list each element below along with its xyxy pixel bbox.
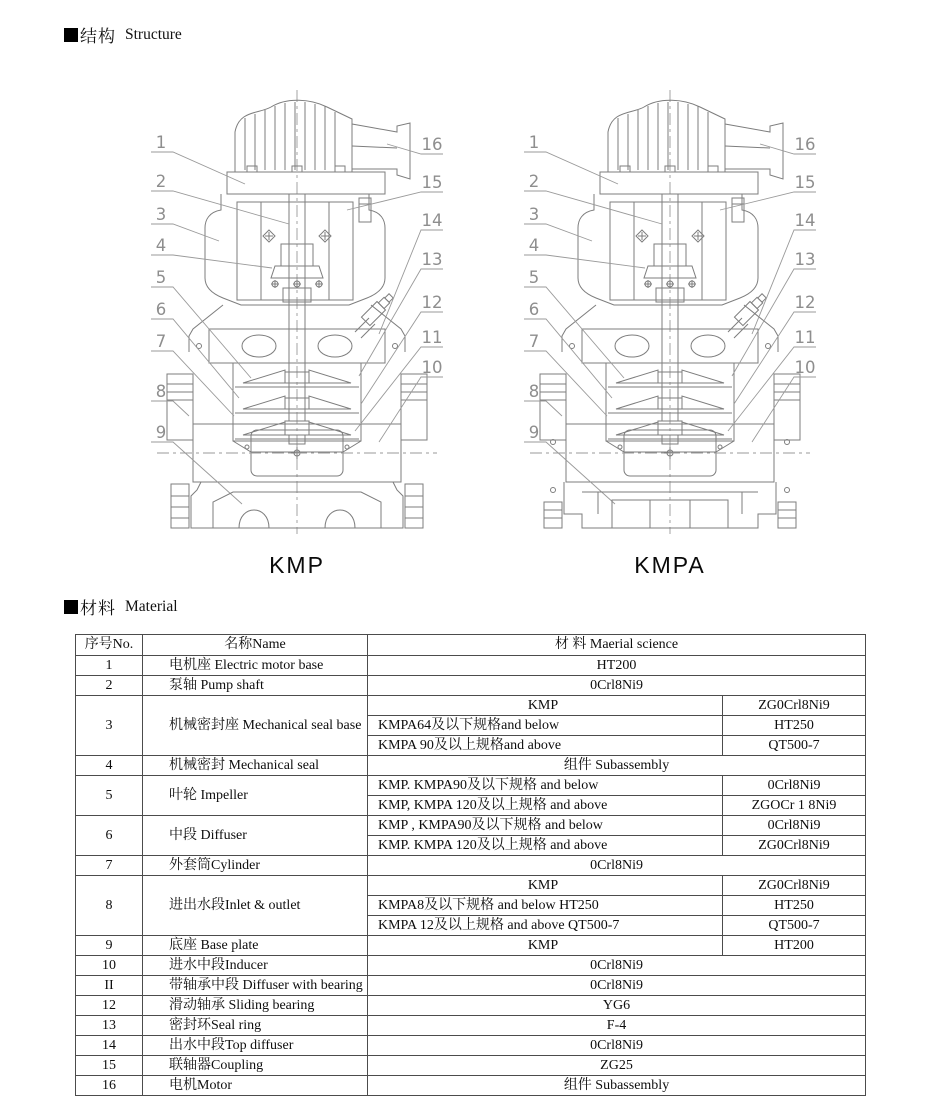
callout-7: 7: [155, 332, 167, 351]
callout-8: 8: [155, 382, 167, 401]
cell-material: HT250: [723, 896, 866, 916]
section-marker-square: [64, 600, 78, 614]
callout-5: 5: [528, 268, 540, 287]
cell-name: 电机Motor: [143, 1076, 368, 1096]
cell-no: 15: [76, 1056, 143, 1076]
cell-material: 0Crl8Ni9: [368, 956, 866, 976]
cell-material: HT200: [723, 936, 866, 956]
callout-5: 5: [155, 268, 167, 287]
cell-material: F-4: [368, 1016, 866, 1036]
cell-material: ZG0Crl8Ni9: [723, 876, 866, 896]
cell-material: 0Crl8Ni9: [368, 676, 866, 696]
header-no: 序号No.: [76, 635, 143, 656]
header-name: 名称Name: [143, 635, 368, 656]
callout-1: 1: [155, 133, 167, 152]
table-row: [76, 676, 866, 696]
cell-material: 0Crl8Ni9: [723, 816, 866, 836]
cell-material: HT200: [368, 656, 866, 676]
header-material: 材 料 Maerial science: [368, 635, 866, 656]
callout-2: 2: [155, 172, 167, 191]
cell-material: ZG25: [368, 1056, 866, 1076]
table-row: [76, 856, 866, 876]
cell-name: 中段 Diffuser: [143, 816, 368, 856]
cell-spec: KMP: [368, 936, 723, 956]
cell-name: 泵轴 Pump shaft: [143, 676, 368, 696]
callout-15: 15: [794, 173, 816, 192]
cell-no: 8: [76, 876, 143, 936]
cell-name: 滑动轴承 Sliding bearing: [143, 996, 368, 1016]
table-row: [76, 1056, 866, 1076]
cell-no: 5: [76, 776, 143, 816]
cell-material: ZG0Crl8Ni9: [723, 836, 866, 856]
cell-no: 14: [76, 1036, 143, 1056]
cell-spec: KMPA 12及以上规格 and above QT500-7: [368, 916, 723, 936]
cell-name: 带轴承中段 Diffuser with bearing: [143, 976, 368, 996]
cell-name: 底座 Base plate: [143, 936, 368, 956]
callout-8: 8: [528, 382, 540, 401]
cell-spec: KMPA8及以下规格 and below HT250: [368, 896, 723, 916]
table-row: [76, 776, 866, 796]
cell-no: 7: [76, 856, 143, 876]
table-row: [76, 976, 866, 996]
table-row: [76, 656, 866, 676]
cell-spec: KMPA 90及以上规格and above: [368, 736, 723, 756]
callout-4: 4: [155, 236, 167, 255]
cell-spec: KMP: [368, 696, 723, 716]
cell-name: 联轴器Coupling: [143, 1056, 368, 1076]
callout-12: 12: [794, 293, 816, 312]
table-row: [76, 816, 866, 836]
cell-no: 12: [76, 996, 143, 1016]
cell-material: 0Crl8Ni9: [368, 1036, 866, 1056]
cell-spec: KMPA64及以下规格and below: [368, 716, 723, 736]
cell-no: 2: [76, 676, 143, 696]
callout-16: 16: [794, 135, 816, 154]
structure-title-cn: 结构: [80, 27, 116, 46]
cell-material: HT250: [723, 716, 866, 736]
cell-no: 16: [76, 1076, 143, 1096]
table-row: [76, 1076, 866, 1096]
callout-4: 4: [528, 236, 540, 255]
callout-7: 7: [528, 332, 540, 351]
material-table: [75, 634, 866, 1096]
callout-11: 11: [794, 328, 816, 347]
structure-section-header: [64, 22, 182, 47]
cell-no: II: [76, 976, 143, 996]
kmpa-diagram: [520, 86, 820, 579]
cell-name: 机械密封座 Mechanical seal base: [143, 696, 368, 756]
cell-spec: KMP, KMPA 120及以上规格 and above: [368, 796, 723, 816]
cell-material: ZGOCr 1 8Ni9: [723, 796, 866, 816]
cell-no: 6: [76, 816, 143, 856]
callout-10: 10: [421, 358, 443, 377]
cell-material: 0Crl8Ni9: [723, 776, 866, 796]
callout-12: 12: [421, 293, 443, 312]
cell-name: 进水中段Inducer: [143, 956, 368, 976]
cell-name: 密封环Seal ring: [143, 1016, 368, 1036]
cell-no: 9: [76, 936, 143, 956]
cell-name: 电机座 Electric motor base: [143, 656, 368, 676]
callout-3: 3: [155, 205, 167, 224]
table-row: [76, 996, 866, 1016]
kmpa-label: KMPA: [634, 552, 706, 578]
kmp-diagram: [147, 86, 447, 579]
cell-no: 3: [76, 696, 143, 756]
callout-6: 6: [155, 300, 167, 319]
table-row: [76, 696, 866, 716]
kmp-drawing: [147, 86, 447, 538]
table-row: [76, 876, 866, 896]
table-row: [76, 756, 866, 776]
structure-title-en: Structure: [125, 25, 182, 43]
table-row: [76, 1036, 866, 1056]
cell-material: 组件 Subassembly: [368, 1076, 866, 1096]
cell-name: 叶轮 Impeller: [143, 776, 368, 816]
cell-spec: KMP: [368, 876, 723, 896]
cell-no: 10: [76, 956, 143, 976]
table-row: [76, 1016, 866, 1036]
cell-spec: KMP , KMPA90及以下规格 and below: [368, 816, 723, 836]
material-title-en: Material: [125, 597, 178, 615]
callout-13: 13: [794, 250, 816, 269]
callout-14: 14: [794, 211, 816, 230]
callout-2: 2: [528, 172, 540, 191]
cell-no: 1: [76, 656, 143, 676]
material-title-cn: 材料: [80, 599, 116, 618]
cell-spec: KMP. KMPA 120及以上规格 and above: [368, 836, 723, 856]
cell-spec: KMP. KMPA90及以下规格 and below: [368, 776, 723, 796]
callout-6: 6: [528, 300, 540, 319]
cell-name: 出水中段Top diffuser: [143, 1036, 368, 1056]
callout-10: 10: [794, 358, 816, 377]
material-section-header: [64, 594, 178, 619]
callout-16: 16: [421, 135, 443, 154]
callout-9: 9: [155, 423, 167, 442]
table-row: [76, 936, 866, 956]
cell-no: 13: [76, 1016, 143, 1036]
cell-material: QT500-7: [723, 916, 866, 936]
cell-material: YG6: [368, 996, 866, 1016]
callout-11: 11: [421, 328, 443, 347]
cell-material: 组件 Subassembly: [368, 756, 866, 776]
callout-14: 14: [421, 211, 443, 230]
cell-material: QT500-7: [723, 736, 866, 756]
cell-material: ZG0Crl8Ni9: [723, 696, 866, 716]
cell-name: 机械密封 Mechanical seal: [143, 756, 368, 776]
section-marker-square: [64, 28, 78, 42]
callout-15: 15: [421, 173, 443, 192]
callout-9: 9: [528, 423, 540, 442]
cell-material: 0Crl8Ni9: [368, 856, 866, 876]
kmpa-drawing: [520, 86, 820, 538]
callout-1: 1: [528, 133, 540, 152]
table-header-row: [76, 635, 866, 656]
callout-13: 13: [421, 250, 443, 269]
cell-name: 外套筒Cylinder: [143, 856, 368, 876]
kmp-label: KMP: [269, 552, 325, 578]
table-row: [76, 956, 866, 976]
cell-material: 0Crl8Ni9: [368, 976, 866, 996]
callout-3: 3: [528, 205, 540, 224]
cell-name: 进出水段Inlet & outlet: [143, 876, 368, 936]
cell-no: 4: [76, 756, 143, 776]
